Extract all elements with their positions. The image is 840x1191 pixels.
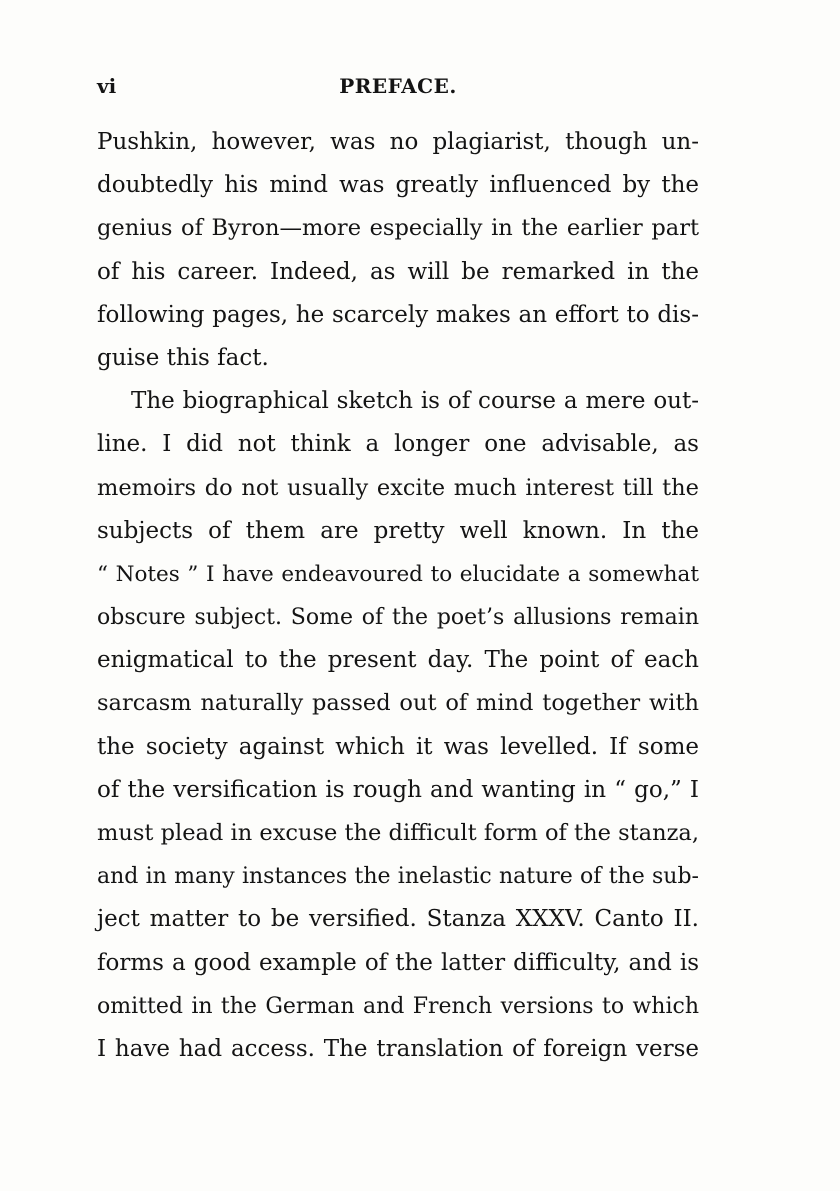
text-line: and in many instances the inelastic nature of the sub- [97,864,699,890]
paragraph-start-line: The biographical sketch is of course a mere out- [131,388,699,415]
text-line: Pushkin, however, was no plagiarist, though un- [97,129,699,155]
text-line: I have had access. The translation of foreign verse [97,1035,699,1062]
text-line: of his career. Indeed, as will be remarked in the [97,258,699,285]
text-line: enigmatical to the present day. The point of each [97,647,699,674]
text-line: sarcasm naturally passed out of mind together with [97,690,699,717]
text-line: obscure subject. Some of the poet’s allusions remain [97,605,699,631]
text-line: following pages, he scarcely makes an effort to dis- [97,301,699,328]
page-number: vi [97,74,117,98]
text-line: memoirs do not usually excite much interest till the [97,474,699,501]
text-line: of the versification is rough and wanting in “ go,” I [97,776,699,803]
text-line: must plead in excuse the difficult form of the stanza, [97,820,699,846]
text-line: ject matter to be versified. Stanza XXXV. Canto II. [97,906,699,933]
body-text [97,121,699,1071]
text-line: the society against which it was levelled. If some [97,733,699,760]
text-line: line. I did not think a longer one advisable, as [97,431,699,458]
text-line: “ Notes ” I have endeavoured to elucidate a somewhat [97,561,699,587]
running-head [97,74,699,104]
text-line: doubtedly his mind was greatly influenced by the [97,172,699,199]
paragraph-end-line: guise this fact. [97,344,269,371]
text-line: omitted in the German and French versions to which [97,993,699,1019]
text-line: subjects of them are pretty well known. In the [97,517,699,544]
text-line: forms a good example of the latter difficulty, and is [97,949,699,976]
text-line: genius of Byron—more especially in the earlier part [97,215,699,242]
header-title: PREFACE. [339,74,457,98]
